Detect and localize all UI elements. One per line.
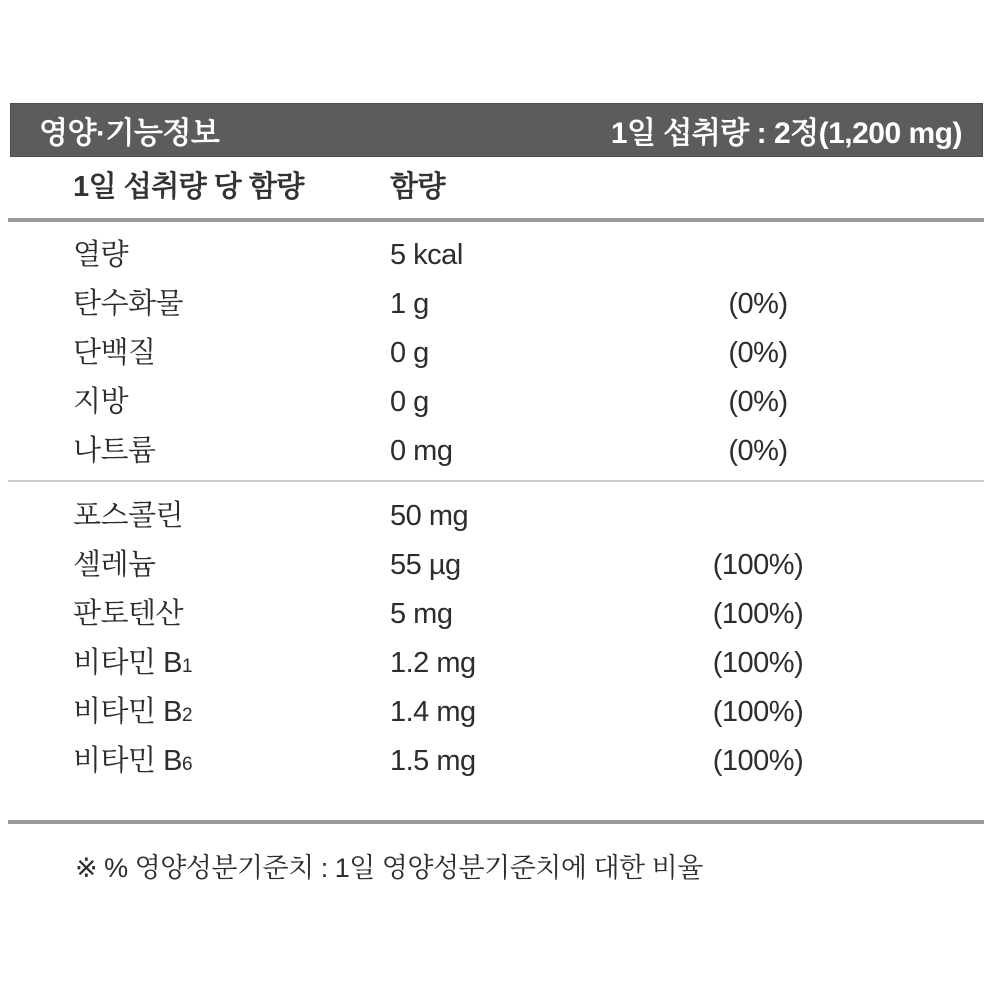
table-row xyxy=(0,492,992,541)
nutrient-percent: (0%) xyxy=(728,288,788,320)
nutrient-rows-group xyxy=(0,231,992,476)
table-row xyxy=(0,639,992,688)
table-row xyxy=(0,378,992,427)
footnote: ※ % 영양성분기준치 : 1일 영양성분기준치에 대한 비율 xyxy=(75,853,703,883)
nutrient-percent: (100%) xyxy=(712,549,804,581)
nutrient-value: 1.2 mg xyxy=(390,647,476,679)
footer-divider xyxy=(8,820,984,824)
nutrient-value: 1 g xyxy=(390,288,429,320)
nutrient-percent: (0%) xyxy=(728,386,788,418)
nutrient-label: 탄수화물 xyxy=(73,288,184,320)
section-divider xyxy=(8,480,984,482)
nutrition-title: 영양·기능정보 xyxy=(39,117,220,150)
daily-intake-amount: 1일 섭취량 : 2정(1,200 mg) xyxy=(610,117,962,150)
table-row xyxy=(0,590,992,639)
nutrient-label: 열량 xyxy=(73,239,129,271)
table-row xyxy=(0,231,992,280)
nutrient-label: 비타민 B xyxy=(73,647,182,679)
nutrient-value: 5 mg xyxy=(390,598,453,630)
nutrient-value: 0 mg xyxy=(390,435,453,467)
nutrient-label: 지방 xyxy=(73,386,129,418)
nutrient-label: 비타민 B xyxy=(73,745,182,777)
table-column-headers xyxy=(0,167,992,207)
nutrient-label: 나트륨 xyxy=(73,435,156,467)
table-row xyxy=(0,541,992,590)
column-header-per-serving: 1일 섭취량 당 함량 xyxy=(73,171,304,203)
table-row xyxy=(0,427,992,476)
nutrient-label: 비타민 B xyxy=(73,696,182,728)
nutrient-value: 50 mg xyxy=(390,500,469,532)
table-row xyxy=(0,329,992,378)
nutrient-percent: (100%) xyxy=(712,745,804,777)
nutrient-label: 포스콜린 xyxy=(73,500,184,532)
table-row xyxy=(0,688,992,737)
nutrient-label: 셀레늄 xyxy=(73,549,156,581)
nutrient-value: 1.5 mg xyxy=(390,745,476,777)
nutrient-percent: (100%) xyxy=(712,696,804,728)
nutrient-value: 1.4 mg xyxy=(390,696,476,728)
nutrition-header-bar xyxy=(10,103,983,157)
functional-ingredient-rows-group xyxy=(0,492,992,786)
column-header-amount: 함량 xyxy=(390,171,446,203)
nutrient-percent: (0%) xyxy=(728,337,788,369)
table-row xyxy=(0,737,992,786)
nutrient-percent: (0%) xyxy=(728,435,788,467)
nutrient-percent: (100%) xyxy=(712,598,804,630)
nutrient-value: 0 g xyxy=(390,386,429,418)
nutrient-label-subscript: 2 xyxy=(181,705,193,726)
nutrient-value: 5 kcal xyxy=(390,239,463,271)
header-divider xyxy=(8,218,984,222)
nutrient-label-subscript: 1 xyxy=(181,656,193,677)
nutrient-label: 판토텐산 xyxy=(73,598,184,630)
table-row xyxy=(0,280,992,329)
nutrient-percent: (100%) xyxy=(712,647,804,679)
nutrient-label-subscript: 6 xyxy=(181,754,193,775)
nutrient-label: 단백질 xyxy=(73,337,156,369)
nutrient-value: 0 g xyxy=(390,337,429,369)
nutrient-value: 55 µg xyxy=(390,549,461,581)
